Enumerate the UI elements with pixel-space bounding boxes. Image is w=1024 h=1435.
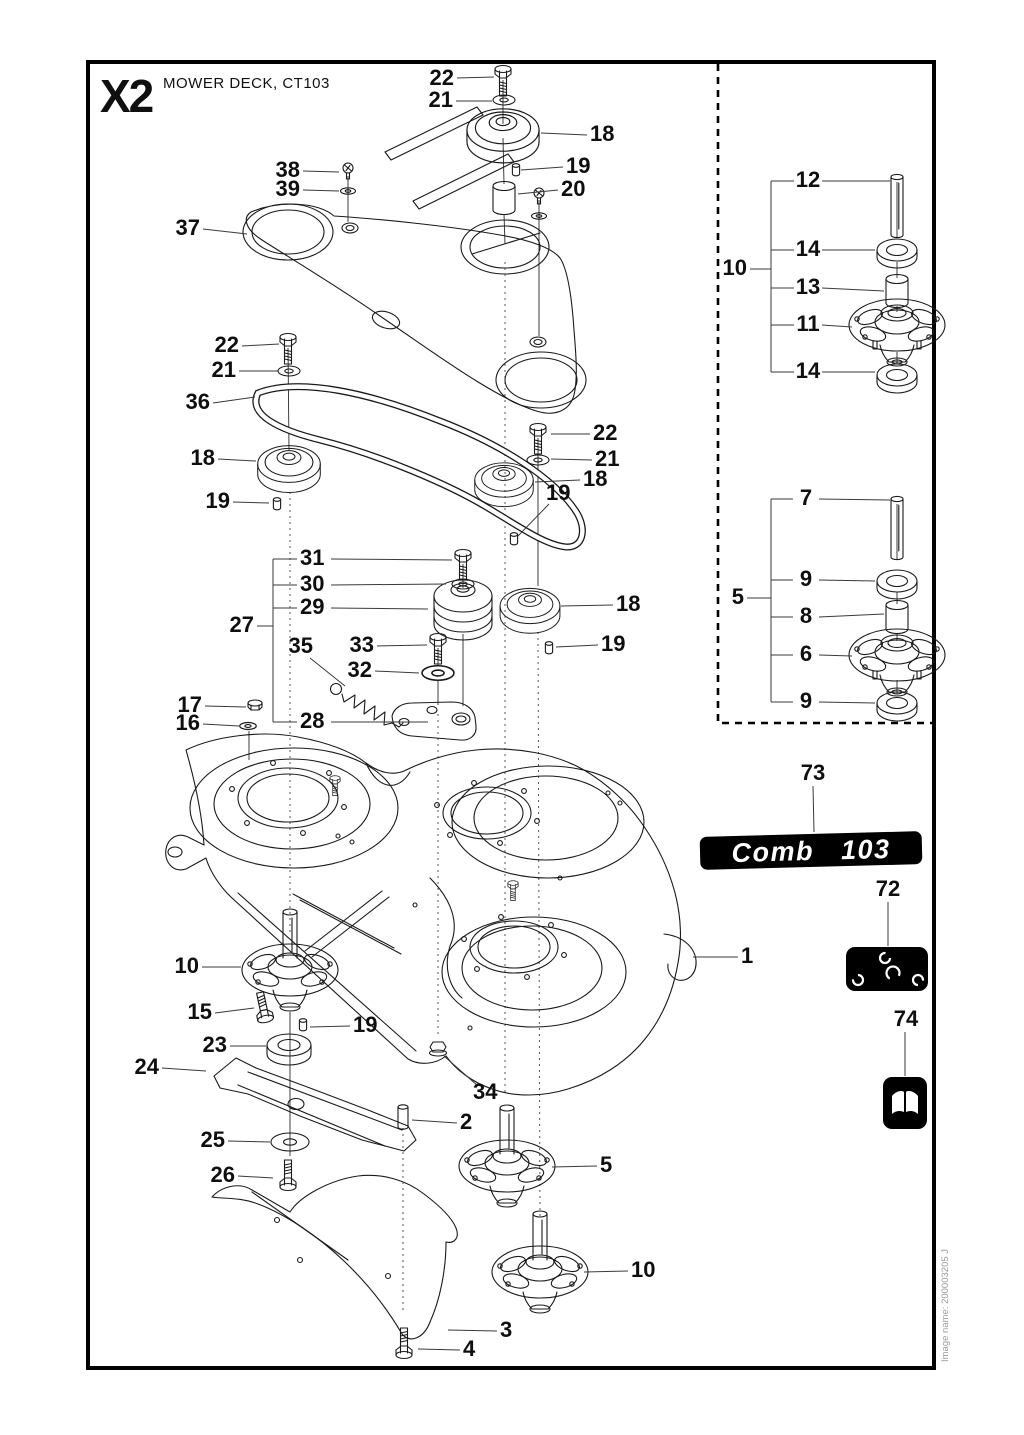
leader-line-19-3 <box>521 167 563 170</box>
leader-line-5-50 <box>552 1166 597 1167</box>
part-bolt-4 <box>396 1328 412 1359</box>
leader-line-31-17 <box>331 559 452 560</box>
callout-19: 19 <box>601 631 626 656</box>
callout-10: 10 <box>722 255 747 280</box>
callout-7: 7 <box>799 485 813 510</box>
callout-21: 21 <box>211 357 236 382</box>
callout-1: 1 <box>741 943 754 968</box>
callout-12: 12 <box>795 167 821 192</box>
part-spindle-10-bottom <box>492 1211 588 1313</box>
part-washer-16 <box>240 722 257 729</box>
part-washer-32 <box>422 666 454 681</box>
callout-34: 34 <box>473 1079 498 1104</box>
book-icon <box>892 1091 904 1114</box>
page-title: MOWER DECK, CT103 <box>163 75 330 92</box>
callout-29: 29 <box>300 594 325 619</box>
leader-line-33-22 <box>377 645 427 646</box>
callout-28: 28 <box>300 708 325 733</box>
leader-line-19-26 <box>556 645 598 647</box>
leader-line-9-36 <box>819 580 875 581</box>
callout-3: 3 <box>500 1317 513 1342</box>
part-pulley-18-lower <box>500 588 560 633</box>
part-pulley-18-mid <box>475 463 533 507</box>
part-bearing-14-lower <box>877 364 917 393</box>
callout-22: 22 <box>214 332 239 357</box>
callout-10: 10 <box>631 1257 656 1282</box>
part-deck-stud-b <box>508 881 518 901</box>
part-belt-strips <box>385 107 514 209</box>
leader-line-24-45 <box>162 1068 206 1071</box>
callout-19: 19 <box>205 488 230 513</box>
leader-line-19-12 <box>233 502 269 503</box>
part-belt-cover-37 <box>243 204 586 413</box>
callout-19: 19 <box>353 1012 378 1037</box>
part-nut-17 <box>248 700 262 710</box>
part-baffle-3 <box>212 1175 457 1339</box>
leader-line-3-52 <box>448 1330 497 1331</box>
callout-22: 22 <box>429 65 454 90</box>
leader-line-19-43 <box>310 1026 350 1027</box>
leader-line-22-0 <box>457 77 494 78</box>
callout-21: 21 <box>428 87 453 112</box>
leader-line-39-6 <box>303 190 339 191</box>
callout-74: 74 <box>893 1006 919 1031</box>
callout-14: 14 <box>795 358 821 383</box>
callout-73: 73 <box>800 760 826 785</box>
callout-14: 14 <box>795 236 821 261</box>
leader-line-8-38 <box>819 614 884 617</box>
callout-22: 22 <box>593 420 618 445</box>
callout-39: 39 <box>275 176 300 201</box>
part-spacer-13 <box>886 275 908 308</box>
leader-line-13-32 <box>822 288 884 291</box>
leader-line-32-23 <box>375 671 419 673</box>
leader-line-30-18 <box>331 584 446 585</box>
leader-line-36-10 <box>213 397 255 403</box>
callout-9: 9 <box>799 688 813 713</box>
figure-id: X2 <box>100 70 153 122</box>
part-pulley-18-left <box>258 446 321 493</box>
callout-5: 5 <box>731 584 744 609</box>
callout-35: 35 <box>288 633 313 658</box>
inset-box-border <box>718 64 932 723</box>
manual-decal-74 <box>883 1077 927 1129</box>
leader-line-18-25 <box>561 605 613 606</box>
callout-18: 18 <box>583 466 608 491</box>
part-spindle-5-bottom <box>459 1105 555 1207</box>
callout-16: 16 <box>175 710 200 735</box>
part-pin-19-top <box>512 164 519 176</box>
part-washer-21-left <box>278 366 300 376</box>
leader-line-9-40 <box>819 702 875 703</box>
callout-21: 21 <box>595 446 620 471</box>
callout-72: 72 <box>875 876 901 901</box>
leader-line-38-5 <box>303 171 339 172</box>
callout-2: 2 <box>460 1109 473 1134</box>
callout-20: 20 <box>561 176 586 201</box>
callout-24: 24 <box>134 1054 159 1079</box>
leader-line-35-21 <box>310 658 345 686</box>
callout-6: 6 <box>799 641 813 666</box>
callout-5: 5 <box>600 1152 613 1177</box>
leader-line-37-7 <box>203 229 247 234</box>
callout-8: 8 <box>799 603 813 628</box>
part-blade-24 <box>214 1058 416 1151</box>
callout-38: 38 <box>275 157 300 182</box>
part-pin-19-bottom <box>299 1019 306 1031</box>
part-deck-housing-1 <box>166 734 696 1095</box>
leader-line-18-2 <box>541 133 587 135</box>
callout-30: 30 <box>300 571 325 596</box>
leader-line-16-28 <box>203 724 239 726</box>
part-pin-19-lower <box>545 642 552 654</box>
leader-line-26-47 <box>238 1176 273 1178</box>
part-bolt-15 <box>252 991 274 1024</box>
leader-line-10-51 <box>584 1271 628 1272</box>
leader-line-11-33 <box>822 325 852 327</box>
part-pin-19-mid <box>510 533 517 545</box>
watermark-text: Image name: 200003205 J <box>940 1248 951 1362</box>
leader-line-6-39 <box>819 655 852 656</box>
leader-line-18-11 <box>218 459 256 461</box>
part-nut-34 <box>430 1042 447 1056</box>
leader-line-21-14 <box>551 459 592 460</box>
leader-line-7-35 <box>819 499 890 500</box>
rotation-decal-72 <box>846 947 928 991</box>
callout-26: 26 <box>210 1162 235 1187</box>
callout-27: 27 <box>229 612 254 637</box>
callout-18: 18 <box>590 121 615 146</box>
leader-line-15-42 <box>215 1008 254 1013</box>
leader-line-17-27 <box>205 706 246 707</box>
callout-32: 32 <box>347 657 372 682</box>
callout-layer <box>135 65 919 1361</box>
part-deck-stud-a <box>330 776 340 796</box>
callout-15: 15 <box>187 999 212 1024</box>
callout-17: 17 <box>177 692 202 717</box>
part-bearing-23 <box>267 1034 311 1065</box>
callout-37: 37 <box>175 215 200 240</box>
callout-18: 18 <box>616 591 641 616</box>
callout-19: 19 <box>546 480 571 505</box>
leader-line-22-8 <box>242 344 279 346</box>
leader-line-73-55 <box>813 786 814 832</box>
part-idler-arm-28 <box>392 702 476 740</box>
callout-23: 23 <box>202 1032 227 1057</box>
leader-line-25-46 <box>228 1141 270 1142</box>
leader-line-29-19 <box>331 608 428 609</box>
part-spacer-20 <box>493 182 515 215</box>
callout-33: 33 <box>349 632 374 657</box>
callout-13: 13 <box>795 274 821 299</box>
leader-line-2-49 <box>412 1120 457 1123</box>
model-decal-73 <box>700 831 923 870</box>
callout-4: 4 <box>463 1336 476 1361</box>
callout-10: 10 <box>174 953 199 978</box>
callout-18: 18 <box>190 445 215 470</box>
part-bolt-26 <box>280 1160 296 1191</box>
callout-25: 25 <box>200 1127 225 1152</box>
model-decal-text: Comb 103 <box>731 833 891 869</box>
callout-11: 11 <box>796 311 820 336</box>
part-pin-19-left <box>273 498 280 510</box>
leader-line-4-53 <box>418 1349 460 1350</box>
callout-19: 19 <box>566 153 591 178</box>
callout-9: 9 <box>799 566 813 591</box>
callout-36: 36 <box>185 389 210 414</box>
callout-31: 31 <box>300 545 325 570</box>
